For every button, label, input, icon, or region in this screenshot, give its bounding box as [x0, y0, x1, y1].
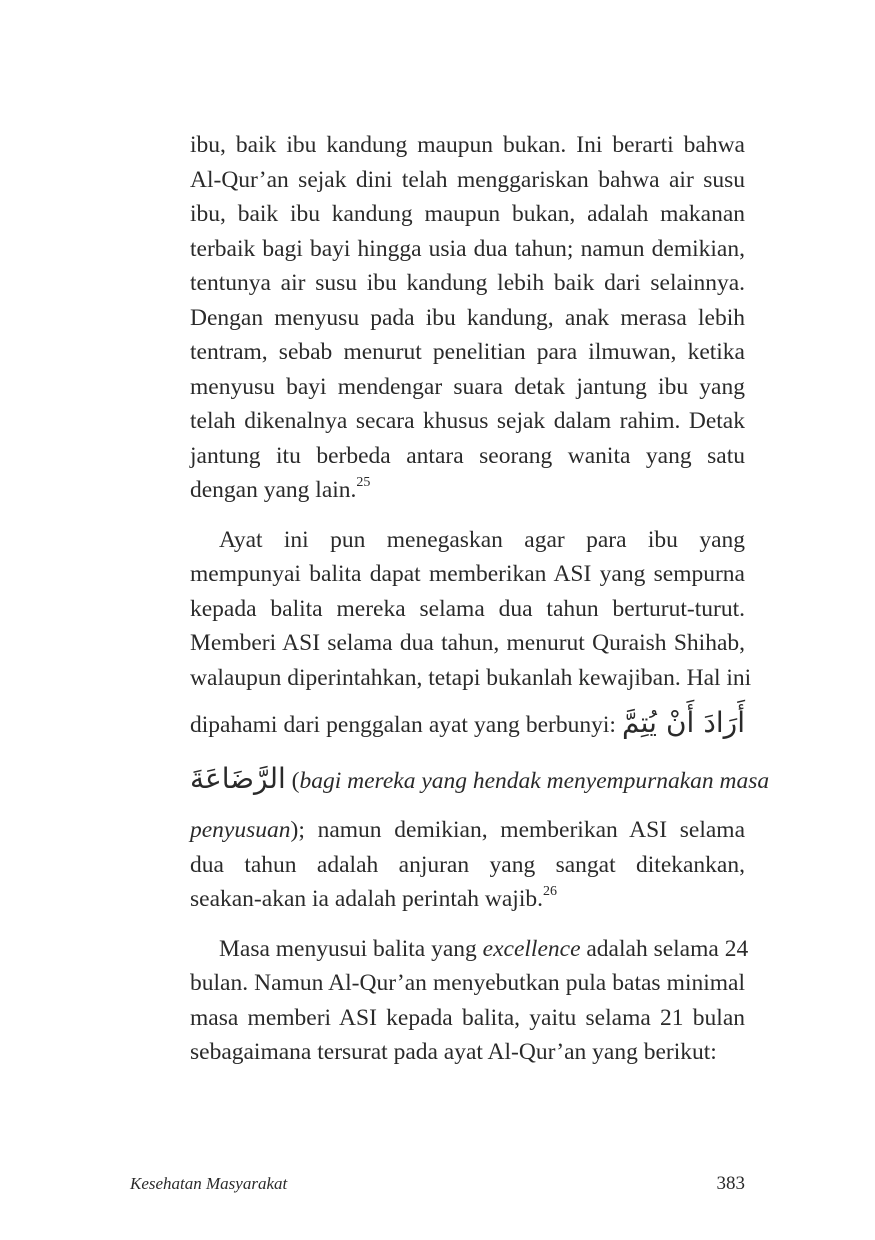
text-segment: ( [291, 768, 300, 794]
footnote-marker: 26 [542, 884, 557, 900]
text-line [190, 932, 749, 967]
paragraph [190, 932, 749, 1070]
text-line: menyusu bayi mendengar suara detak jantung ibu yang [190, 373, 745, 400]
text-segment: adalah selama 24 [580, 935, 749, 962]
text-line: tentram, sebab menurut penelitian para ilmuwan, ketika [190, 339, 745, 365]
text-segment: Masa menyusui balita yang [219, 935, 483, 962]
text-line: jantung itu berbeda antara seorang wanita yang satu [190, 442, 745, 469]
italic-translation: bagi mereka yang hendak menyempurnakan masa [299, 768, 770, 794]
text-line [190, 813, 745, 848]
text-line: mempunyai balita dapat memberikan ASI yang sempurna [190, 561, 745, 587]
text-line: Al-Qur’an sejak dini telah menggariskan bahwa air susu [190, 166, 745, 193]
arabic-quote: أَرَادَ أَنْ يُتِمَّ [621, 706, 745, 739]
text-line: Dengan menyusu pada ibu kandung, anak merasa lebih [190, 304, 745, 331]
text-line: masa memberi ASI kepada balita, yaitu selama 21 bulan [190, 1004, 745, 1031]
text-line: ibu, baik ibu kandung maupun bukan. Ini berarti bahwa [190, 132, 745, 158]
italic-translation: penyusuan [190, 817, 291, 843]
paragraph-spacer [190, 508, 745, 523]
page-number: 383 [716, 1173, 745, 1194]
text-line: walaupun diperintahkan, tetapi bukanlah kewajiban. Hal ini [190, 664, 752, 691]
page-body [190, 128, 770, 1070]
text-line: ibu, baik ibu kandung maupun bukan, adalah makanan [190, 201, 745, 227]
text-line: sebagaimana tersurat pada ayat Al-Qur’an yang berikut: [190, 1039, 717, 1065]
footnote-marker: 25 [356, 475, 371, 491]
paragraph-spacer [190, 917, 745, 932]
text-line: telah dikenalnya secara khusus sejak dalam rahim. Detak [190, 408, 745, 434]
paragraph [190, 523, 770, 917]
text-line: kepada balita mereka selama dua tahun berturut-turut. [190, 595, 745, 622]
text-line: Memberi ASI selama dua tahun, menurut Quraish Shihab, [190, 630, 745, 656]
arabic-quote: الرَّضَاعَةَ [190, 762, 286, 795]
text-line [190, 695, 745, 761]
text-line: terbaik bagi bayi hingga usia dua tahun; namun demikian, [190, 235, 745, 262]
text-line: bulan. Namun Al-Qur’an menyebutkan pula batas minimal [190, 970, 745, 996]
text-line [190, 882, 745, 917]
italic-term: excellence [482, 935, 581, 962]
text-line: dua tahun adalah anjuran yang sangat ditekankan, [190, 851, 745, 878]
text-line [190, 761, 770, 813]
text-segment: seakan-akan ia adalah perintah wajib. [190, 886, 543, 912]
text-line: tentunya air susu ibu kandung lebih baik dari selainnya. [190, 270, 745, 296]
text-segment: dipahami dari penggalan ayat yang berbunyi: [190, 712, 616, 738]
text-line: Ayat ini pun menegaskan agar para ibu yang [219, 526, 745, 553]
running-footer-title: Kesehatan Masyarakat [130, 1174, 288, 1193]
text-segment: dengan yang lain. [190, 477, 357, 503]
text-segment: ); namun demikian, memberikan ASI selama [290, 817, 745, 843]
paragraph [190, 128, 745, 508]
text-line [190, 473, 745, 508]
